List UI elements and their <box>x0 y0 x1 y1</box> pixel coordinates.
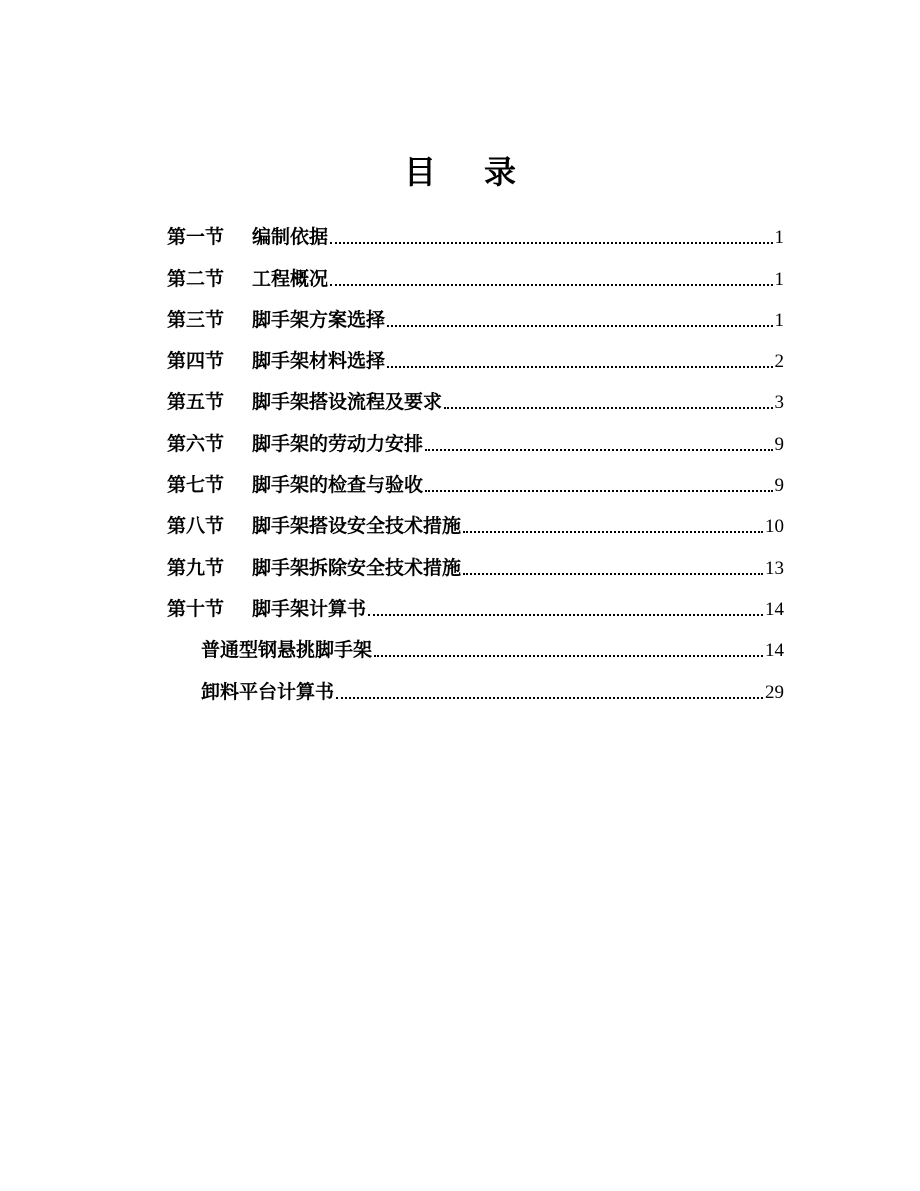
toc-entry[interactable] <box>167 538 784 579</box>
toc-dot-leader <box>330 242 772 244</box>
toc-dot-leader <box>425 490 772 492</box>
toc-heading: 普通型钢悬挑脚手架 <box>201 639 373 662</box>
toc-page-number: 1 <box>774 309 784 331</box>
toc-page-number: 9 <box>774 433 784 455</box>
toc-section-number: 第一节 <box>167 226 225 249</box>
toc-dot-leader <box>336 697 763 699</box>
toc-page-number: 1 <box>774 268 784 290</box>
toc-dot-leader <box>368 614 763 616</box>
toc-sub-entry[interactable] <box>167 621 784 662</box>
toc-page-number: 14 <box>765 640 784 662</box>
toc-dot-leader <box>387 325 772 327</box>
toc-section-number: 第六节 <box>167 432 225 455</box>
toc-section-number: 第十节 <box>167 597 225 620</box>
toc-page-number: 29 <box>765 681 784 703</box>
toc-dot-leader <box>374 655 763 657</box>
toc-heading: 卸料平台计算书 <box>201 680 335 703</box>
toc-heading: 工程概况 <box>252 267 329 290</box>
toc-heading: 脚手架材料选择 <box>252 350 386 373</box>
toc-entry[interactable] <box>167 208 784 249</box>
toc-entry[interactable] <box>167 456 784 497</box>
toc-dot-leader <box>387 366 772 368</box>
toc-page-number: 9 <box>774 475 784 497</box>
toc-heading: 脚手架搭设流程及要求 <box>252 391 443 414</box>
toc-section-number: 第三节 <box>167 308 225 331</box>
toc-heading: 脚手架计算书 <box>252 597 367 620</box>
toc-page-number: 13 <box>765 557 784 579</box>
toc-title-char-1: 目 <box>403 153 436 191</box>
toc-heading: 脚手架的劳动力安排 <box>252 432 424 455</box>
toc-dot-leader <box>444 407 772 409</box>
toc-list <box>167 208 784 704</box>
toc-dot-leader <box>463 573 763 575</box>
toc-sub-entry[interactable] <box>167 662 784 703</box>
toc-entry[interactable] <box>167 497 784 538</box>
toc-entry[interactable] <box>167 414 784 455</box>
toc-section-number: 第四节 <box>167 350 225 373</box>
toc-title <box>0 148 920 196</box>
toc-heading: 脚手架的检查与验收 <box>252 474 424 497</box>
toc-entry[interactable] <box>167 291 784 332</box>
toc-page-number: 10 <box>765 516 784 538</box>
toc-heading: 脚手架搭设安全技术措施 <box>252 515 462 538</box>
toc-page-number: 3 <box>774 392 784 414</box>
toc-entry[interactable] <box>167 373 784 414</box>
toc-section-number: 第九节 <box>167 556 225 579</box>
toc-section-number: 第二节 <box>167 267 225 290</box>
toc-dot-leader <box>425 449 772 451</box>
toc-heading: 脚手架方案选择 <box>252 308 386 331</box>
toc-heading: 编制依据 <box>252 226 329 249</box>
toc-entry[interactable] <box>167 249 784 290</box>
toc-section-number: 第五节 <box>167 391 225 414</box>
toc-heading: 脚手架拆除安全技术措施 <box>252 556 462 579</box>
toc-entry[interactable] <box>167 580 784 621</box>
toc-page-number: 2 <box>774 351 784 373</box>
toc-page-number: 1 <box>774 227 784 249</box>
toc-section-number: 第七节 <box>167 474 225 497</box>
toc-dot-leader <box>463 531 763 533</box>
toc-entry[interactable] <box>167 332 784 373</box>
toc-dot-leader <box>330 284 772 286</box>
toc-section-number: 第八节 <box>167 515 225 538</box>
toc-page-number: 14 <box>765 598 784 620</box>
toc-title-char-2: 录 <box>484 153 517 191</box>
